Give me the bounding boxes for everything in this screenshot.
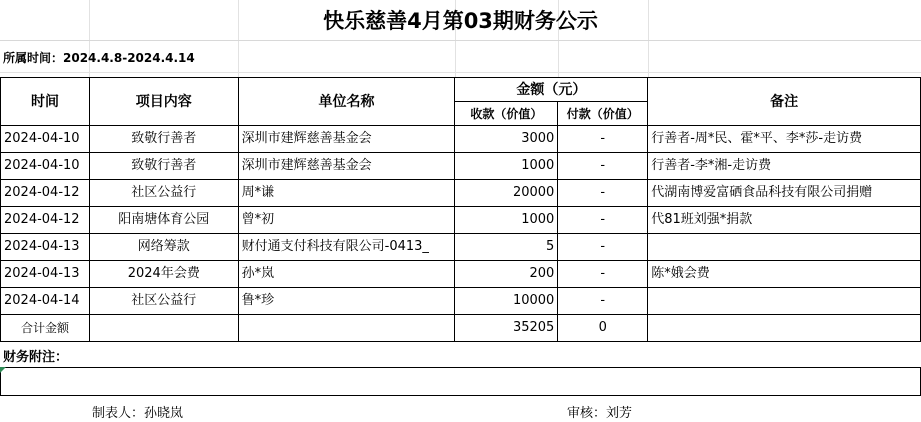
cell-payment[interactable]: -	[558, 126, 648, 153]
cell-income[interactable]: 200	[455, 261, 558, 288]
cell-project[interactable]: 致敬行善者	[89, 126, 238, 153]
cell-date[interactable]: 2024-04-12	[1, 207, 90, 234]
table-row	[1, 234, 921, 261]
cell-date[interactable]: 2024-04-13	[1, 234, 90, 261]
cell-unit[interactable]: 深圳市建辉慈善基金会	[238, 153, 455, 180]
cell-payment[interactable]: -	[558, 180, 648, 207]
table-maker: 制表人：孙晓岚	[92, 406, 184, 421]
total-row	[1, 315, 921, 342]
comment-marker-icon	[0, 367, 6, 373]
header-time: 时间	[1, 78, 90, 126]
cell-income[interactable]: 20000	[455, 180, 558, 207]
cell-income[interactable]: 1000	[455, 153, 558, 180]
cell-unit[interactable]: 曾*初	[238, 207, 455, 234]
cell-remark[interactable]: 代湖南博爱富硒食品科技有限公司捐赠	[648, 180, 921, 207]
cell-payment[interactable]: -	[558, 153, 648, 180]
cell-date[interactable]: 2024-04-12	[1, 180, 90, 207]
table-auditor: 审核：刘芳	[567, 406, 633, 421]
cell-payment[interactable]: -	[558, 207, 648, 234]
header-amount: 金额（元）	[455, 78, 648, 102]
cell-date[interactable]: 2024-04-13	[1, 261, 90, 288]
cell-remark[interactable]: 行善者-李*湘-走访费	[648, 153, 921, 180]
total-label[interactable]: 合计金额	[1, 315, 90, 342]
cell-unit[interactable]: 深圳市建辉慈善基金会	[238, 126, 455, 153]
cell-remark[interactable]: 陈*娥会费	[648, 261, 921, 288]
finance-table	[0, 77, 921, 342]
cell-remark[interactable]: 代81班刘强*捐款	[648, 207, 921, 234]
cell-remark[interactable]: 行善者-周*民、霍*平、李*莎-走访费	[648, 126, 921, 153]
cell-empty[interactable]	[648, 315, 921, 342]
finance-note-label: 财务附注：	[3, 350, 69, 365]
table-row	[1, 126, 921, 153]
header-income: 收款（价值）	[455, 102, 558, 126]
header-project: 项目内容	[89, 78, 238, 126]
cell-empty[interactable]	[89, 315, 238, 342]
total-income[interactable]: 35205	[455, 315, 558, 342]
cell-empty[interactable]	[238, 315, 455, 342]
period-label: 所属时间：2024.4.8-2024.4.14	[3, 51, 195, 65]
table-row	[1, 261, 921, 288]
cell-remark[interactable]	[648, 288, 921, 315]
cell-unit[interactable]: 孙*岚	[238, 261, 455, 288]
cell-project[interactable]: 网络筹款	[89, 234, 238, 261]
table-row	[1, 180, 921, 207]
page-title: 快乐慈善4月第03期财务公示	[0, 0, 921, 41]
cell-unit[interactable]: 周*谦	[238, 180, 455, 207]
table-row	[1, 288, 921, 315]
total-payment[interactable]: 0	[558, 315, 648, 342]
cell-income[interactable]: 1000	[455, 207, 558, 234]
cell-project[interactable]: 社区公益行	[89, 288, 238, 315]
cell-payment[interactable]: -	[558, 234, 648, 261]
header-payment: 付款（价值）	[558, 102, 648, 126]
cell-project[interactable]: 社区公益行	[89, 180, 238, 207]
cell-project[interactable]: 阳南塘体育公园	[89, 207, 238, 234]
cell-date[interactable]: 2024-04-10	[1, 153, 90, 180]
cell-remark[interactable]	[648, 234, 921, 261]
cell-unit[interactable]: 财付通支付科技有限公司-0413_	[238, 234, 455, 261]
cell-unit[interactable]: 鲁*珍	[238, 288, 455, 315]
cell-date[interactable]: 2024-04-14	[1, 288, 90, 315]
cell-income[interactable]: 5	[455, 234, 558, 261]
cell-project[interactable]: 2024年会费	[89, 261, 238, 288]
cell-payment[interactable]: -	[558, 288, 648, 315]
cell-date[interactable]: 2024-04-10	[1, 126, 90, 153]
cell-income[interactable]: 10000	[455, 288, 558, 315]
cell-payment[interactable]: -	[558, 261, 648, 288]
header-unit: 单位名称	[238, 78, 455, 126]
cell-income[interactable]: 3000	[455, 126, 558, 153]
finance-note-cell[interactable]	[0, 367, 921, 396]
table-row	[1, 153, 921, 180]
cell-project[interactable]: 致敬行善者	[89, 153, 238, 180]
table-row	[1, 207, 921, 234]
grid-line	[0, 72, 921, 73]
header-row	[1, 78, 921, 102]
header-remark: 备注	[648, 78, 921, 126]
